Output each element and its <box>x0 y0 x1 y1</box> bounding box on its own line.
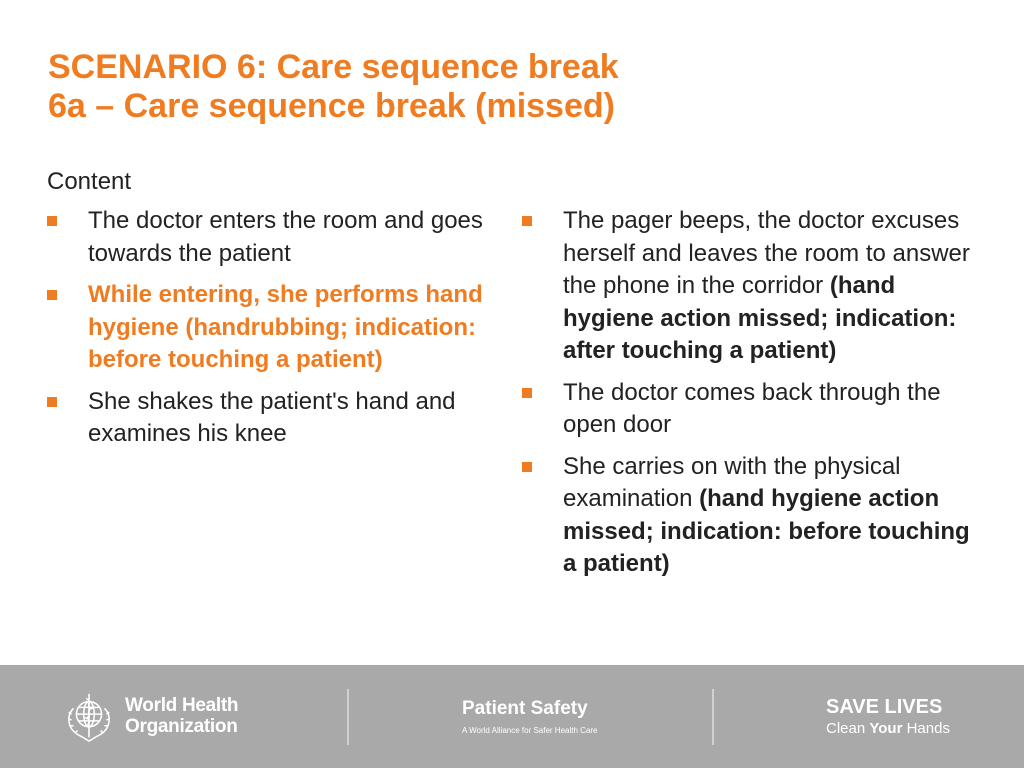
footer-divider <box>712 689 714 745</box>
bullet-text: She shakes the patient's hand and examines his knee <box>88 387 456 447</box>
title-line-1: SCENARIO 6: Care sequence break <box>48 48 619 86</box>
bullet-item-highlighted <box>47 279 497 377</box>
clean-your-hands-tagline <box>826 719 950 739</box>
bullet-item <box>522 377 972 442</box>
square-bullet-icon <box>47 397 57 407</box>
who-line-2: Organization <box>125 716 238 737</box>
who-emblem-icon <box>60 689 118 747</box>
bullet-text-regular: She carries on with the physical examination <box>563 452 901 512</box>
bullet-text <box>563 207 970 364</box>
tagline-suffix: Hands <box>902 720 950 737</box>
bullet-text: The doctor enters the room and goes towards the patient <box>88 207 483 267</box>
content-label: Content <box>47 168 132 195</box>
who-wordmark <box>125 695 238 737</box>
title-line-2: 6a – Care sequence break (missed) <box>48 87 615 125</box>
bullet-text-regular: The pager beeps, the doctor excuses herself and leaves the room to answer the phone in the corridor <box>563 207 970 299</box>
bullet-text: While entering, she performs hand hygiene (handrubbing; indication: before touching a patient) <box>88 281 483 373</box>
left-bullet-list <box>47 205 497 460</box>
patient-safety-title: Patient Safety <box>462 698 588 719</box>
footer-bar <box>0 665 1024 768</box>
bullet-item <box>47 205 497 270</box>
bullet-text <box>563 453 970 578</box>
square-bullet-icon <box>47 290 57 300</box>
bullet-text-bold: (hand hygiene action missed; indication: before touching a patient) <box>563 485 970 577</box>
slide-title <box>48 48 988 126</box>
bullet-item <box>522 451 972 581</box>
bullet-item <box>522 205 972 368</box>
square-bullet-icon <box>522 462 532 472</box>
square-bullet-icon <box>47 216 57 226</box>
tagline-prefix: Clean <box>826 720 870 737</box>
bullet-item <box>47 386 497 451</box>
save-lives-title: SAVE LIVES <box>826 696 943 718</box>
patient-safety-subtitle: A World Alliance for Safer Health Care <box>462 726 598 735</box>
square-bullet-icon <box>522 216 532 226</box>
bullet-text-bold: (hand hygiene action missed; indication: after touching a patient) <box>563 272 957 364</box>
bullet-text: The doctor comes back through the open door <box>563 378 941 438</box>
square-bullet-icon <box>522 388 532 398</box>
who-line-1: World Health <box>125 695 239 716</box>
right-bullet-list <box>522 205 972 590</box>
tagline-emphasis: Your <box>869 720 903 737</box>
footer-divider <box>347 689 349 745</box>
